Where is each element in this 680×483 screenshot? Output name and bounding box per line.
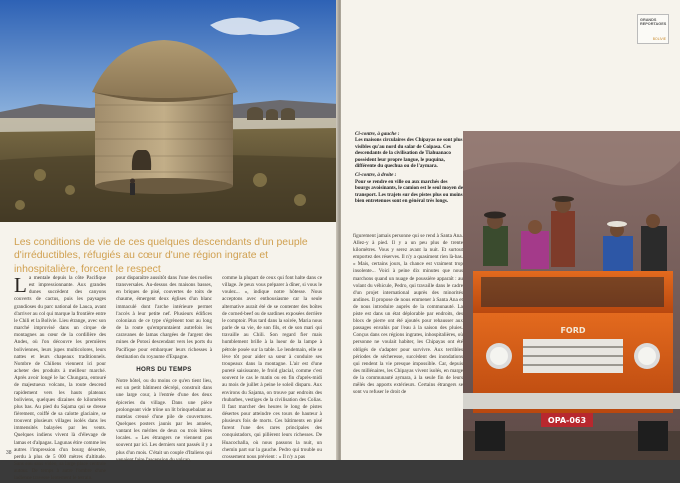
- logo-line1: GRANDS: [640, 18, 657, 22]
- caption-right-text: Pour se rendre en ville ou aux marchés des bourgs avoisinants, le camion est le seul moyen de transport. Les trajets sur des pistes plus ou moins bien entretenues sont en général très longs.: [355, 178, 463, 205]
- section-subhead: HORS DU TEMPS: [136, 365, 192, 373]
- truck-photo: [463, 131, 680, 460]
- body-column-2: [116, 275, 212, 463]
- truck-brand: FORD: [560, 326, 586, 335]
- chipaya-house-photo: [0, 0, 338, 222]
- body-text-col2b: Notre hôtel, ou du moins ce qu'en tient lieu, est un petit bâtiment décrépi, construit dans une large cour, à l'entrée d'une des deux épiceries du village. Dans une pièce prolongeant vide trône un lit brinquebalant au matelas creusé d'une pile de couvertures. Quelques posters jaunis par les années, vantant les mérites de deux ou trois bières locales. « Les étrangers ne viennent pas souvent par ici. Les derniers sont passés il y a plus d'un mois. C'était un couple d'Italiens qui venaient faire l'ascension du volcan,: [116, 378, 212, 463]
- body-text-col3: comme la plupart de ceux qui font halte dans ce village. Je peux vous préparer à dîner, si vous le voulez... », indique notre hôtesse. Nous acceptons avec enthousiasme car la seule alternative aurait été de se contenter des boîtes de corned-beef ou de sardines exposées derrière le comptoir. Plus tard dans la soirée, Maria nous parle de sa vie, de son fils, et de son mari qui travaille au Chili. Son regard fier mais humblement brille à la lueur de la lampe à pétrole posée sur la table. Le lendemain, elle se lève tôt pour aider sa sœur à conduire ses troupeaux dans la montagne. L'air est d'une pureté saisissante, le froid glacial, comme c'est souvent le cas le matin ou en fin d'après-midi au mois de juillet à peine le soleil disparu. Aux environs du Sajama, on trouve par endroits des rhubarbes, vestiges de la civilisation des Colias. Il faut marcher des heures le long de pistes désertes pour atteindre ces tours de hauteur à plusieurs fois de morts. Ces bâtiments en pisé furent l'une des rares principales des conquistadors, qui pillèrent leurs richesses. De Huacochalla, où nous passons la nuit, un chemin part sur la gauche. Pedro qui trouble ou crossement nous prévient : « Il n'y a pas: [222, 275, 322, 460]
- article-headline: Les conditions de vie de ces quelques descendants d'un peuple d'irréductibles, réfugiés au cœur d'une région ingrate et inhospitalière, forcent le respect: [14, 237, 308, 275]
- page-number: 38: [6, 450, 12, 456]
- body-text-right: figurement jamais personne qui se rend à Santa Ana. Allez-y à pied. Il y a un peu plus de trente kilomètres. Vous y serez avant la nuit. Et surtout emportez des réserves. Il n'y a quasiment rien là-bas. » Mais, certains jours, la chance est vraiment trop insolente... Voici à peine dix minutes que nous marchons quand un nuage de poussière apparaît : au volant du véhicule, Pedro, qui travaille dans le cadre d'un projet international auprès des minorités andines. Il propose de nous emmener à Santa Ana et de nous introduire auprès de la communauté. La piste est dans un état déplorable par endroits, des blocs de pierre ont été ajoutés pour rehausser aux passages envahis par l'eau à la saison des pluies. Conçus dans ces régions ingrates, inhospitalières, où personne ne voulait habiter, les Chipayas ont été obligés de s'adapter pour survivre. Aux terribles périodes de sécheresse, succèdent des inondations qui rendent la vie presque impossible. Car, depuis des millénaires, les Chipayas vivent isolés, en marge de la communauté aymara, à la seule fin de leurs mêlés des apports extérieurs. Certains étrangers se sont vu refuser le droit de: [353, 233, 463, 396]
- right-page: [341, 0, 680, 460]
- photo-captions: [355, 131, 463, 207]
- magazine-logo: [637, 14, 669, 44]
- logo-section: BOLIVIE: [652, 37, 666, 41]
- caption-right-title: Ci-contre, à droite :: [355, 172, 397, 179]
- license-plate: OPA-063: [547, 416, 587, 425]
- left-page: [0, 0, 338, 482]
- body-column-3: [222, 275, 322, 460]
- body-column-right: [353, 233, 463, 455]
- body-text-col2a: pour disparaître aussitôt dans l'une des ruelles transversales. Au-dessus des maisons basses, en briques de pisé, couvertes de toits de chaume, émergent deux églises d'un blanc immaculé dont l'arche intérieure permet l'accès à leur petite nef. Plusieurs édifices coloniaux de ce type s'égrènent tout au long de la route qu'empruntaient autrefois les caravanes de lamas chargées de l'argent des mines de Potosí descendant vers les ports du Pacifique pour embarquer leurs richesses à destination du royaume d'Espagne.: [116, 275, 212, 360]
- drop-cap: L: [14, 273, 27, 297]
- caption-left: [355, 131, 463, 169]
- caption-left-text: Les maisons circulaires des Chipayas ne sont plus visibles qu'au nord du salar de Coipasa. Ces descendants de la civilisation de Tiahuanaco possèdent leur propre langue, le puquina, différente du quechua ou de l'aymara.: [355, 137, 463, 170]
- caption-right: [355, 172, 463, 204]
- logo-line2: REPORTAGES: [640, 22, 667, 27]
- body-text-col1: a mentale depuis la côte Pacifique est impressionnante. Aux grandes dunes succèdent des canyons couverts de cactus, puis les paysages grandioses du parc national de Lauca, avant d'arriver au col qui marque la frontière entre le Chili et la Bolivie. Lieu étrange, avec son marché improvisé dans un cirque de montagnes au cœur de la cordillère des Andes, où l'on découvre les premières boliviennes, leurs jupes multicolores, leurs nattes et leurs chapeaux traditionnels. Nombre de Chiliens viennent ici pour acheter des produits à meilleur marché. Après avoir longé le lac Chungara, entouré de majestueux volcans, la route descend rapidement vers les hauts plateaux boliviens, quelques dizaines de kilomètres plus bas. Au pied du Sajama qui se dresse fièrement, coiffé de sa calotte glaciaire, se trouvent plusieurs villages isolés dans les immensités balayées par les vents. Quelques indiens vivent là d'élevage de lamas et d'alpagas. Lagunas étire comme les autres l'impression d'un bourg désertée, perdu à plus de 5 000 mètres d'altitude. Sans eau sans vidéo, sa large place centrale autour. De temps à autre l'ombre d'une indienne traverse lentement le terrain.: [14, 275, 106, 482]
- caption-left-title: Ci-contre, à gauche :: [355, 131, 400, 137]
- body-column-1: [14, 273, 106, 482]
